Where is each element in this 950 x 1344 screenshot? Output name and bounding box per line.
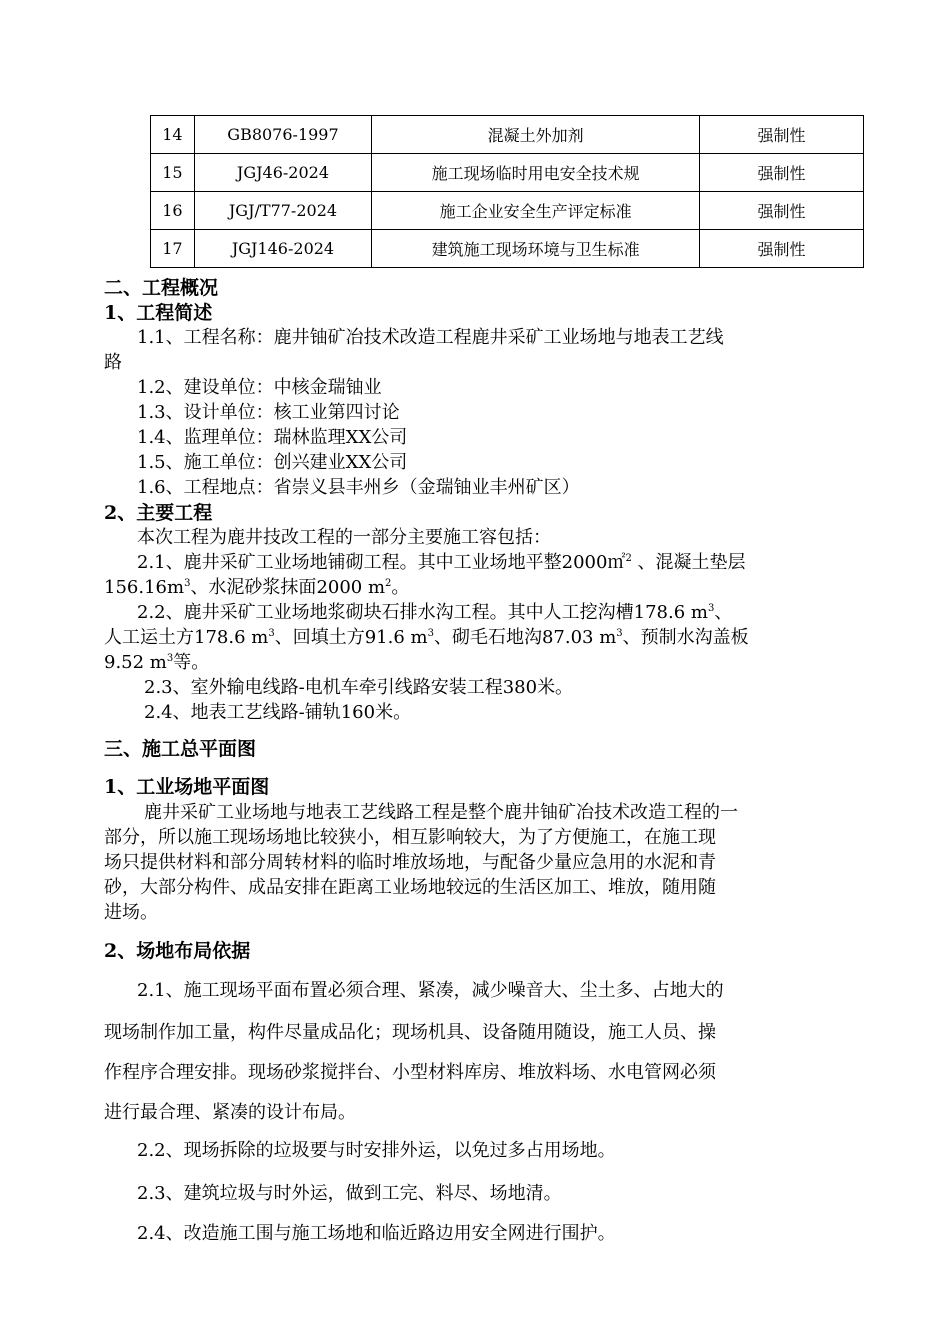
text-segment: 等。 xyxy=(173,652,210,673)
superscript: 3 xyxy=(166,653,174,664)
text-segment: 、砌毛石地沟 xyxy=(433,627,542,648)
subheading-layout-basis: 2、场地布局依据 xyxy=(104,940,251,962)
text-segment: 。 xyxy=(391,577,410,598)
standard-code: GB8076-1997 xyxy=(194,116,371,154)
superscript: 2 xyxy=(385,578,392,589)
text-segment: 、水泥砂浆抹面 xyxy=(190,577,317,598)
supervisor-line: 1.4、监理单位：瑞林监理XX公司 xyxy=(137,427,408,448)
standards-table-body xyxy=(151,116,864,268)
works-2-1-line1 xyxy=(137,548,884,574)
text-segment: 156.16m xyxy=(104,577,185,598)
standard-code: JGJ46-2024 xyxy=(194,154,371,192)
table-row xyxy=(151,192,864,230)
text-segment: 2000 m xyxy=(316,577,386,598)
standard-name: 混凝土外加剂 xyxy=(372,116,700,154)
layout-2-4: 2.4、改造施工围与施工场地和临近路边用安全网进行围护。 xyxy=(137,1223,616,1244)
text-segment: 、预制水沟盖板 xyxy=(622,627,749,648)
site-plan-para-line: 部分，所以施工现场场地比较狭小，相互影响较大，为了方便施工，在施工现 xyxy=(104,827,716,848)
section-heading-overview: 二、工程概况 xyxy=(104,277,219,299)
contractor-line: 1.5、施工单位：创兴建业XX公司 xyxy=(137,452,408,473)
layout-2-3: 2.3、建筑垃圾与时外运，做到工完、料尽、场地清。 xyxy=(137,1183,562,1204)
text-segment: 87.03 m xyxy=(541,627,617,648)
superscript: 2 xyxy=(625,553,632,564)
works-2-2-line2 xyxy=(104,623,884,649)
works-2-2-line1 xyxy=(137,598,884,624)
row-number: 17 xyxy=(151,230,195,268)
text-segment: 、混凝土垫层 xyxy=(637,552,746,573)
section-heading-site-plan: 三、施工总平面图 xyxy=(104,738,257,760)
works-2-1-line2 xyxy=(104,573,884,599)
standard-code: JGJ146-2024 xyxy=(194,230,371,268)
subheading-industrial-site-plan: 1、工业场地平面图 xyxy=(104,776,270,798)
standard-type: 强制性 xyxy=(700,116,864,154)
works-2-2-line3 xyxy=(104,648,884,674)
row-number: 16 xyxy=(151,192,195,230)
layout-2-1-line: 作程序合理安排。现场砂浆搅拌台、小型材料库房、堆放料场、水电管网必须 xyxy=(104,1062,716,1083)
text-segment: 91.6 m xyxy=(364,627,428,648)
row-number: 14 xyxy=(151,116,195,154)
layout-2-1-line: 2.1、施工现场平面布置必须合理、紧凑，减少噪音大、尘土多、占地大的 xyxy=(137,980,724,1001)
layout-2-1-line: 现场制作加工量，构件尽量成品化；现场机具、设备随用随设，施工人员、操 xyxy=(104,1022,716,1043)
text-segment: 、回填土方 xyxy=(274,627,365,648)
subheading-main-works: 2、主要工程 xyxy=(104,502,213,524)
text-segment: 2000㎡ xyxy=(561,552,626,573)
site-plan-para-line: 鹿井采矿工业场地与地表工艺线路工程是整个鹿井铀矿冶技术改造工程的一 xyxy=(144,802,738,823)
standard-name: 施工企业安全生产评定标准 xyxy=(372,192,700,230)
row-number: 15 xyxy=(151,154,195,192)
table-row xyxy=(151,230,864,268)
superscript: 3 xyxy=(616,628,623,639)
text-segment: 2.1、鹿井采矿工业场地铺砌工程。其中工业场地平整 xyxy=(137,552,562,573)
text-segment: 人工运土方 xyxy=(104,627,194,648)
standard-code: JGJ/T77-2024 xyxy=(194,192,371,230)
site-plan-para-line: 场只提供材料和部分周转材料的临时堆放场地，与配备少量应急用的水泥和青 xyxy=(104,852,716,873)
superscript: 3 xyxy=(427,628,434,639)
table-row xyxy=(151,116,864,154)
standard-type: 强制性 xyxy=(700,230,864,268)
superscript: 3 xyxy=(184,578,191,589)
table-row xyxy=(151,154,864,192)
subheading-brief: 1、工程简述 xyxy=(104,302,213,324)
text-segment: 、 xyxy=(714,602,733,623)
site-plan-para-line: 砂，大部分构件、成品安排在距离工业场地较远的生活区加工、堆放，随用随 xyxy=(104,877,716,898)
superscript: 3 xyxy=(707,603,715,614)
text-segment: 178.6 m xyxy=(194,627,269,648)
works-intro: 本次工程为鹿井技改工程的一部分主要施工容包括： xyxy=(137,527,551,548)
text-segment: 178.6 m xyxy=(633,602,708,623)
text-segment: 2.2、鹿井采矿工业场地浆砌块石排水沟工程。其中人工挖沟槽 xyxy=(137,602,634,623)
standard-type: 强制性 xyxy=(700,192,864,230)
text-segment: 9.52 m xyxy=(104,652,167,673)
project-name-line2: 路 xyxy=(104,352,122,373)
standard-name: 建筑施工现场环境与卫生标准 xyxy=(372,230,700,268)
standards-table xyxy=(150,115,864,268)
project-name-line1: 1.1、工程名称：鹿井铀矿冶技术改造工程鹿井采矿工业场地与地表工艺线 xyxy=(137,327,724,348)
layout-2-2: 2.2、现场拆除的垃圾要与时安排外运，以免过多占用场地。 xyxy=(137,1140,616,1161)
standard-type: 强制性 xyxy=(700,154,864,192)
superscript: 3 xyxy=(268,628,275,639)
works-2-4: 2.4、地表工艺线路-铺轨160米。 xyxy=(144,702,412,723)
designer-line: 1.3、设计单位：核工业第四讨论 xyxy=(137,402,400,423)
layout-2-1-line: 进行最合理、紧凑的设计布局。 xyxy=(104,1102,356,1123)
site-plan-para-line: 进场。 xyxy=(104,902,158,923)
works-2-3: 2.3、室外输电线路-电机车牵引线路安装工程380米。 xyxy=(144,677,574,698)
location-line: 1.6、工程地点：省崇义县丰州乡（金瑞铀业丰州矿区） xyxy=(137,477,580,498)
standard-name: 施工现场临时用电安全技术规 xyxy=(372,154,700,192)
builder-line: 1.2、建设单位：中核金瑞铀业 xyxy=(137,377,382,398)
